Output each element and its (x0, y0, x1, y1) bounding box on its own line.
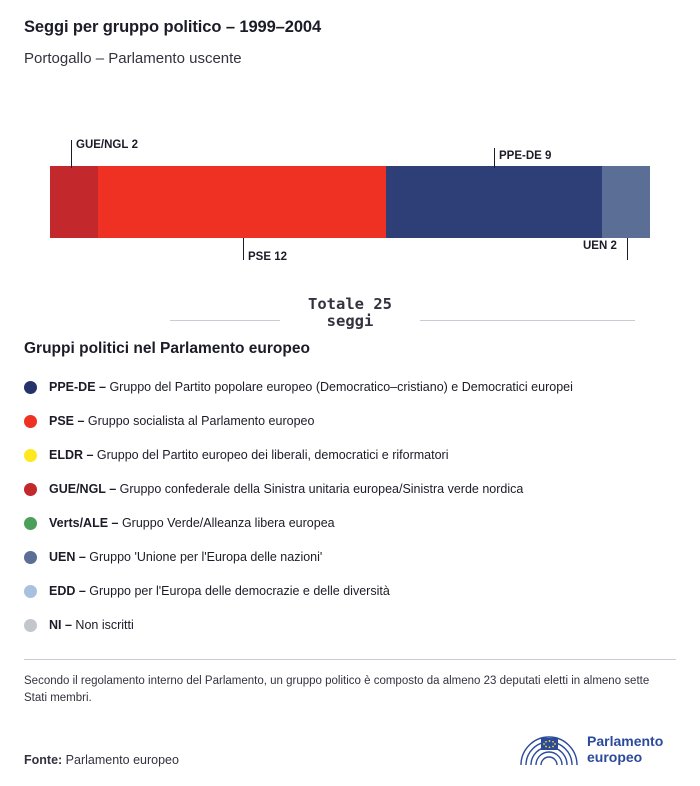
ep-logo-line-2: europeo (587, 749, 643, 765)
callout-gue-ngl-label: GUE/NGL (76, 139, 129, 151)
legend-color-swatch-icon (24, 517, 37, 530)
legend-color-swatch-icon (24, 619, 37, 632)
legend-item-abbr: PPE-DE – (49, 380, 106, 394)
total-line-2: seggi (326, 312, 374, 330)
footer-divider (24, 659, 676, 660)
legend-item[interactable] (24, 472, 684, 506)
bar-segment-uen[interactable] (602, 166, 650, 238)
ep-logo-text (587, 733, 663, 765)
bar-segment-ppe-de[interactable] (386, 166, 602, 238)
legend-color-swatch-icon (24, 449, 37, 462)
page-title: Seggi per gruppo politico – 1999–2004 (24, 18, 322, 36)
legend-item-text (49, 550, 322, 564)
callout-pse-label: PSE (248, 251, 272, 263)
total-seats (0, 296, 700, 331)
callout-tick-ppe-de (494, 148, 495, 168)
total-line-1: Totale 25 (308, 295, 392, 313)
callout-uen (583, 240, 617, 252)
source-value: Parlamento europeo (65, 753, 179, 767)
legend-item-abbr: Verts/ALE – (49, 516, 119, 530)
callout-ppe-de-value: 9 (545, 150, 552, 162)
legend-item-abbr: GUE/NGL – (49, 482, 117, 496)
source (24, 753, 179, 767)
legend-color-swatch-icon (24, 415, 37, 428)
legend-item-abbr: NI – (49, 618, 72, 632)
callout-pse (248, 251, 287, 263)
legend-color-swatch-icon (24, 483, 37, 496)
legend-item-abbr: PSE – (49, 414, 85, 428)
legend-item-text (49, 482, 523, 496)
legend-item-abbr: UEN – (49, 550, 86, 564)
seats-bar-chart (50, 166, 650, 238)
legend (24, 370, 684, 642)
legend-item-text (49, 516, 335, 530)
bar-segment-gue-ngl[interactable] (50, 166, 98, 238)
legend-item-text (49, 448, 448, 462)
legend-item-text (49, 584, 390, 598)
legend-title: Gruppi politici nel Parlamento europeo (24, 340, 310, 357)
legend-item[interactable] (24, 506, 684, 540)
legend-item-abbr: EDD – (49, 584, 86, 598)
callout-ppe-de (499, 150, 551, 162)
ep-logo-mark (519, 732, 579, 766)
callout-uen-label: UEN (583, 240, 608, 252)
legend-item-text (49, 618, 134, 632)
legend-item-description: Gruppo socialista al Parlamento europeo (84, 414, 315, 428)
legend-item[interactable] (24, 608, 684, 642)
source-label: Fonte: (24, 753, 63, 767)
ep-logo-line-1: Parlamento (587, 733, 664, 749)
callout-tick-pse (243, 238, 244, 260)
legend-item[interactable] (24, 540, 684, 574)
legend-item-text (49, 380, 573, 394)
legend-item-description: Gruppo del Partito popolare europeo (Democratico–cristiano) e Democratici europei (105, 380, 573, 394)
bar-segment-pse[interactable] (98, 166, 386, 238)
legend-item[interactable] (24, 404, 684, 438)
legend-item-text (49, 414, 314, 428)
legend-item-description: Gruppo 'Unione per l'Europa delle nazioni' (85, 550, 323, 564)
callout-pse-value: 12 (274, 251, 288, 263)
legend-item[interactable] (24, 438, 684, 472)
legend-item-description: Non iscritti (71, 618, 134, 632)
legend-item[interactable] (24, 574, 684, 608)
legend-color-swatch-icon (24, 551, 37, 564)
legend-color-swatch-icon (24, 381, 37, 394)
footnote: Secondo il regolamento interno del Parlamento, un gruppo politico è composto da almeno 23 deputati eletti in almeno sette Stati membri. (24, 675, 650, 704)
callout-gue-ngl (76, 139, 138, 151)
legend-color-swatch-icon (24, 585, 37, 598)
callout-gue-ngl-value: 2 (131, 139, 138, 151)
legend-item-abbr: ELDR – (49, 448, 94, 462)
callout-uen-value: 2 (610, 240, 617, 252)
european-parliament-logo (519, 728, 679, 770)
page-subtitle: Portogallo – Parlamento uscente (24, 50, 242, 67)
legend-item-description: Gruppo confederale della Sinistra unitaria europea/Sinistra verde nordica (116, 482, 524, 496)
callout-tick-uen (627, 238, 628, 260)
callout-tick-gue-ngl (71, 140, 72, 168)
legend-item[interactable] (24, 370, 684, 404)
callout-ppe-de-label: PPE-DE (499, 150, 542, 162)
legend-item-description: Gruppo del Partito europeo dei liberali, democratici e riformatori (93, 448, 449, 462)
legend-item-description: Gruppo per l'Europa delle democrazie e delle diversità (85, 584, 390, 598)
legend-item-description: Gruppo Verde/Alleanza libera europea (118, 516, 335, 530)
ep-hemicycle-icon (519, 732, 579, 766)
